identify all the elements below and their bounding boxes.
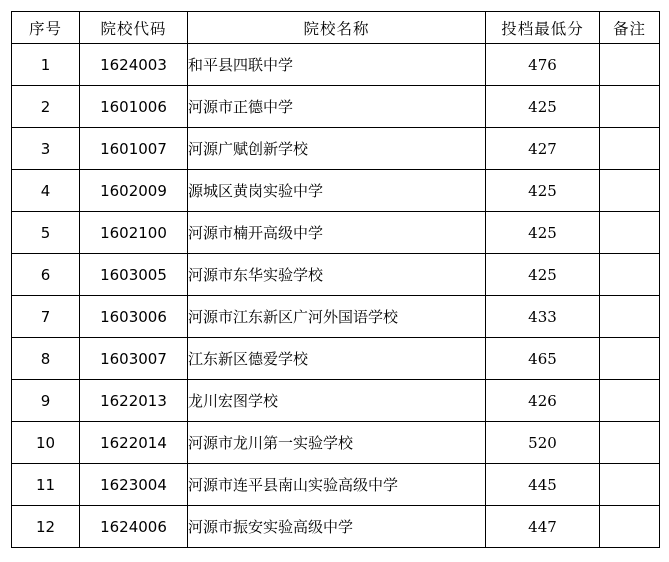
- cell-code: 1601007: [80, 128, 188, 170]
- cell-note: [600, 44, 660, 86]
- table-row: [12, 296, 660, 338]
- table-row: [12, 86, 660, 128]
- cell-note: [600, 338, 660, 380]
- table-row: [12, 170, 660, 212]
- cell-note: [600, 422, 660, 464]
- cell-name: 河源市江东新区广河外国语学校: [188, 296, 486, 338]
- table-header: [12, 12, 660, 44]
- cell-code: 1622014: [80, 422, 188, 464]
- cell-index: 3: [12, 128, 80, 170]
- cell-note: [600, 464, 660, 506]
- cell-index: 7: [12, 296, 80, 338]
- cell-index: 11: [12, 464, 80, 506]
- table-body: [12, 44, 660, 548]
- cell-index: 2: [12, 86, 80, 128]
- table-row: [12, 422, 660, 464]
- admission-score-table: [11, 11, 660, 548]
- table-row: [12, 44, 660, 86]
- cell-name: 龙川宏图学校: [188, 380, 486, 422]
- cell-note: [600, 212, 660, 254]
- table-row: [12, 506, 660, 548]
- table-row: [12, 464, 660, 506]
- cell-note: [600, 86, 660, 128]
- cell-code: 1603006: [80, 296, 188, 338]
- table-row: [12, 338, 660, 380]
- cell-code: 1603007: [80, 338, 188, 380]
- cell-name: 河源市连平县南山实验高级中学: [188, 464, 486, 506]
- cell-index: 4: [12, 170, 80, 212]
- cell-name: 河源市振安实验高级中学: [188, 506, 486, 548]
- cell-note: [600, 128, 660, 170]
- cell-name: 河源市正德中学: [188, 86, 486, 128]
- cell-score: 425: [486, 86, 600, 128]
- cell-index: 1: [12, 44, 80, 86]
- column-header-code: 院校代码: [80, 12, 188, 44]
- cell-score: 426: [486, 380, 600, 422]
- cell-index: 9: [12, 380, 80, 422]
- cell-code: 1601006: [80, 86, 188, 128]
- table-row: [12, 254, 660, 296]
- cell-code: 1602100: [80, 212, 188, 254]
- column-header-note: 备注: [600, 12, 660, 44]
- cell-score: 476: [486, 44, 600, 86]
- cell-index: 6: [12, 254, 80, 296]
- cell-name: 源城区黄岗实验中学: [188, 170, 486, 212]
- table-header-row: [12, 12, 660, 44]
- column-header-index: 序号: [12, 12, 80, 44]
- cell-index: 5: [12, 212, 80, 254]
- cell-name: 河源市东华实验学校: [188, 254, 486, 296]
- cell-code: 1602009: [80, 170, 188, 212]
- cell-note: [600, 296, 660, 338]
- cell-score: 425: [486, 212, 600, 254]
- cell-code: 1603005: [80, 254, 188, 296]
- score-table-container: [11, 11, 659, 548]
- cell-score: 433: [486, 296, 600, 338]
- cell-index: 10: [12, 422, 80, 464]
- cell-name: 和平县四联中学: [188, 44, 486, 86]
- cell-score: 427: [486, 128, 600, 170]
- table-row: [12, 128, 660, 170]
- cell-name: 江东新区德爱学校: [188, 338, 486, 380]
- cell-name: 河源市楠开高级中学: [188, 212, 486, 254]
- cell-name: 河源市龙川第一实验学校: [188, 422, 486, 464]
- cell-score: 447: [486, 506, 600, 548]
- cell-score: 445: [486, 464, 600, 506]
- table-row: [12, 212, 660, 254]
- cell-score: 425: [486, 170, 600, 212]
- cell-note: [600, 506, 660, 548]
- cell-code: 1624003: [80, 44, 188, 86]
- cell-score: 465: [486, 338, 600, 380]
- cell-index: 8: [12, 338, 80, 380]
- cell-code: 1624006: [80, 506, 188, 548]
- column-header-score: 投档最低分: [486, 12, 600, 44]
- column-header-name: 院校名称: [188, 12, 486, 44]
- cell-score: 425: [486, 254, 600, 296]
- table-row: [12, 380, 660, 422]
- cell-code: 1623004: [80, 464, 188, 506]
- cell-note: [600, 380, 660, 422]
- cell-note: [600, 254, 660, 296]
- cell-index: 12: [12, 506, 80, 548]
- cell-note: [600, 170, 660, 212]
- cell-code: 1622013: [80, 380, 188, 422]
- cell-name: 河源广赋创新学校: [188, 128, 486, 170]
- cell-score: 520: [486, 422, 600, 464]
